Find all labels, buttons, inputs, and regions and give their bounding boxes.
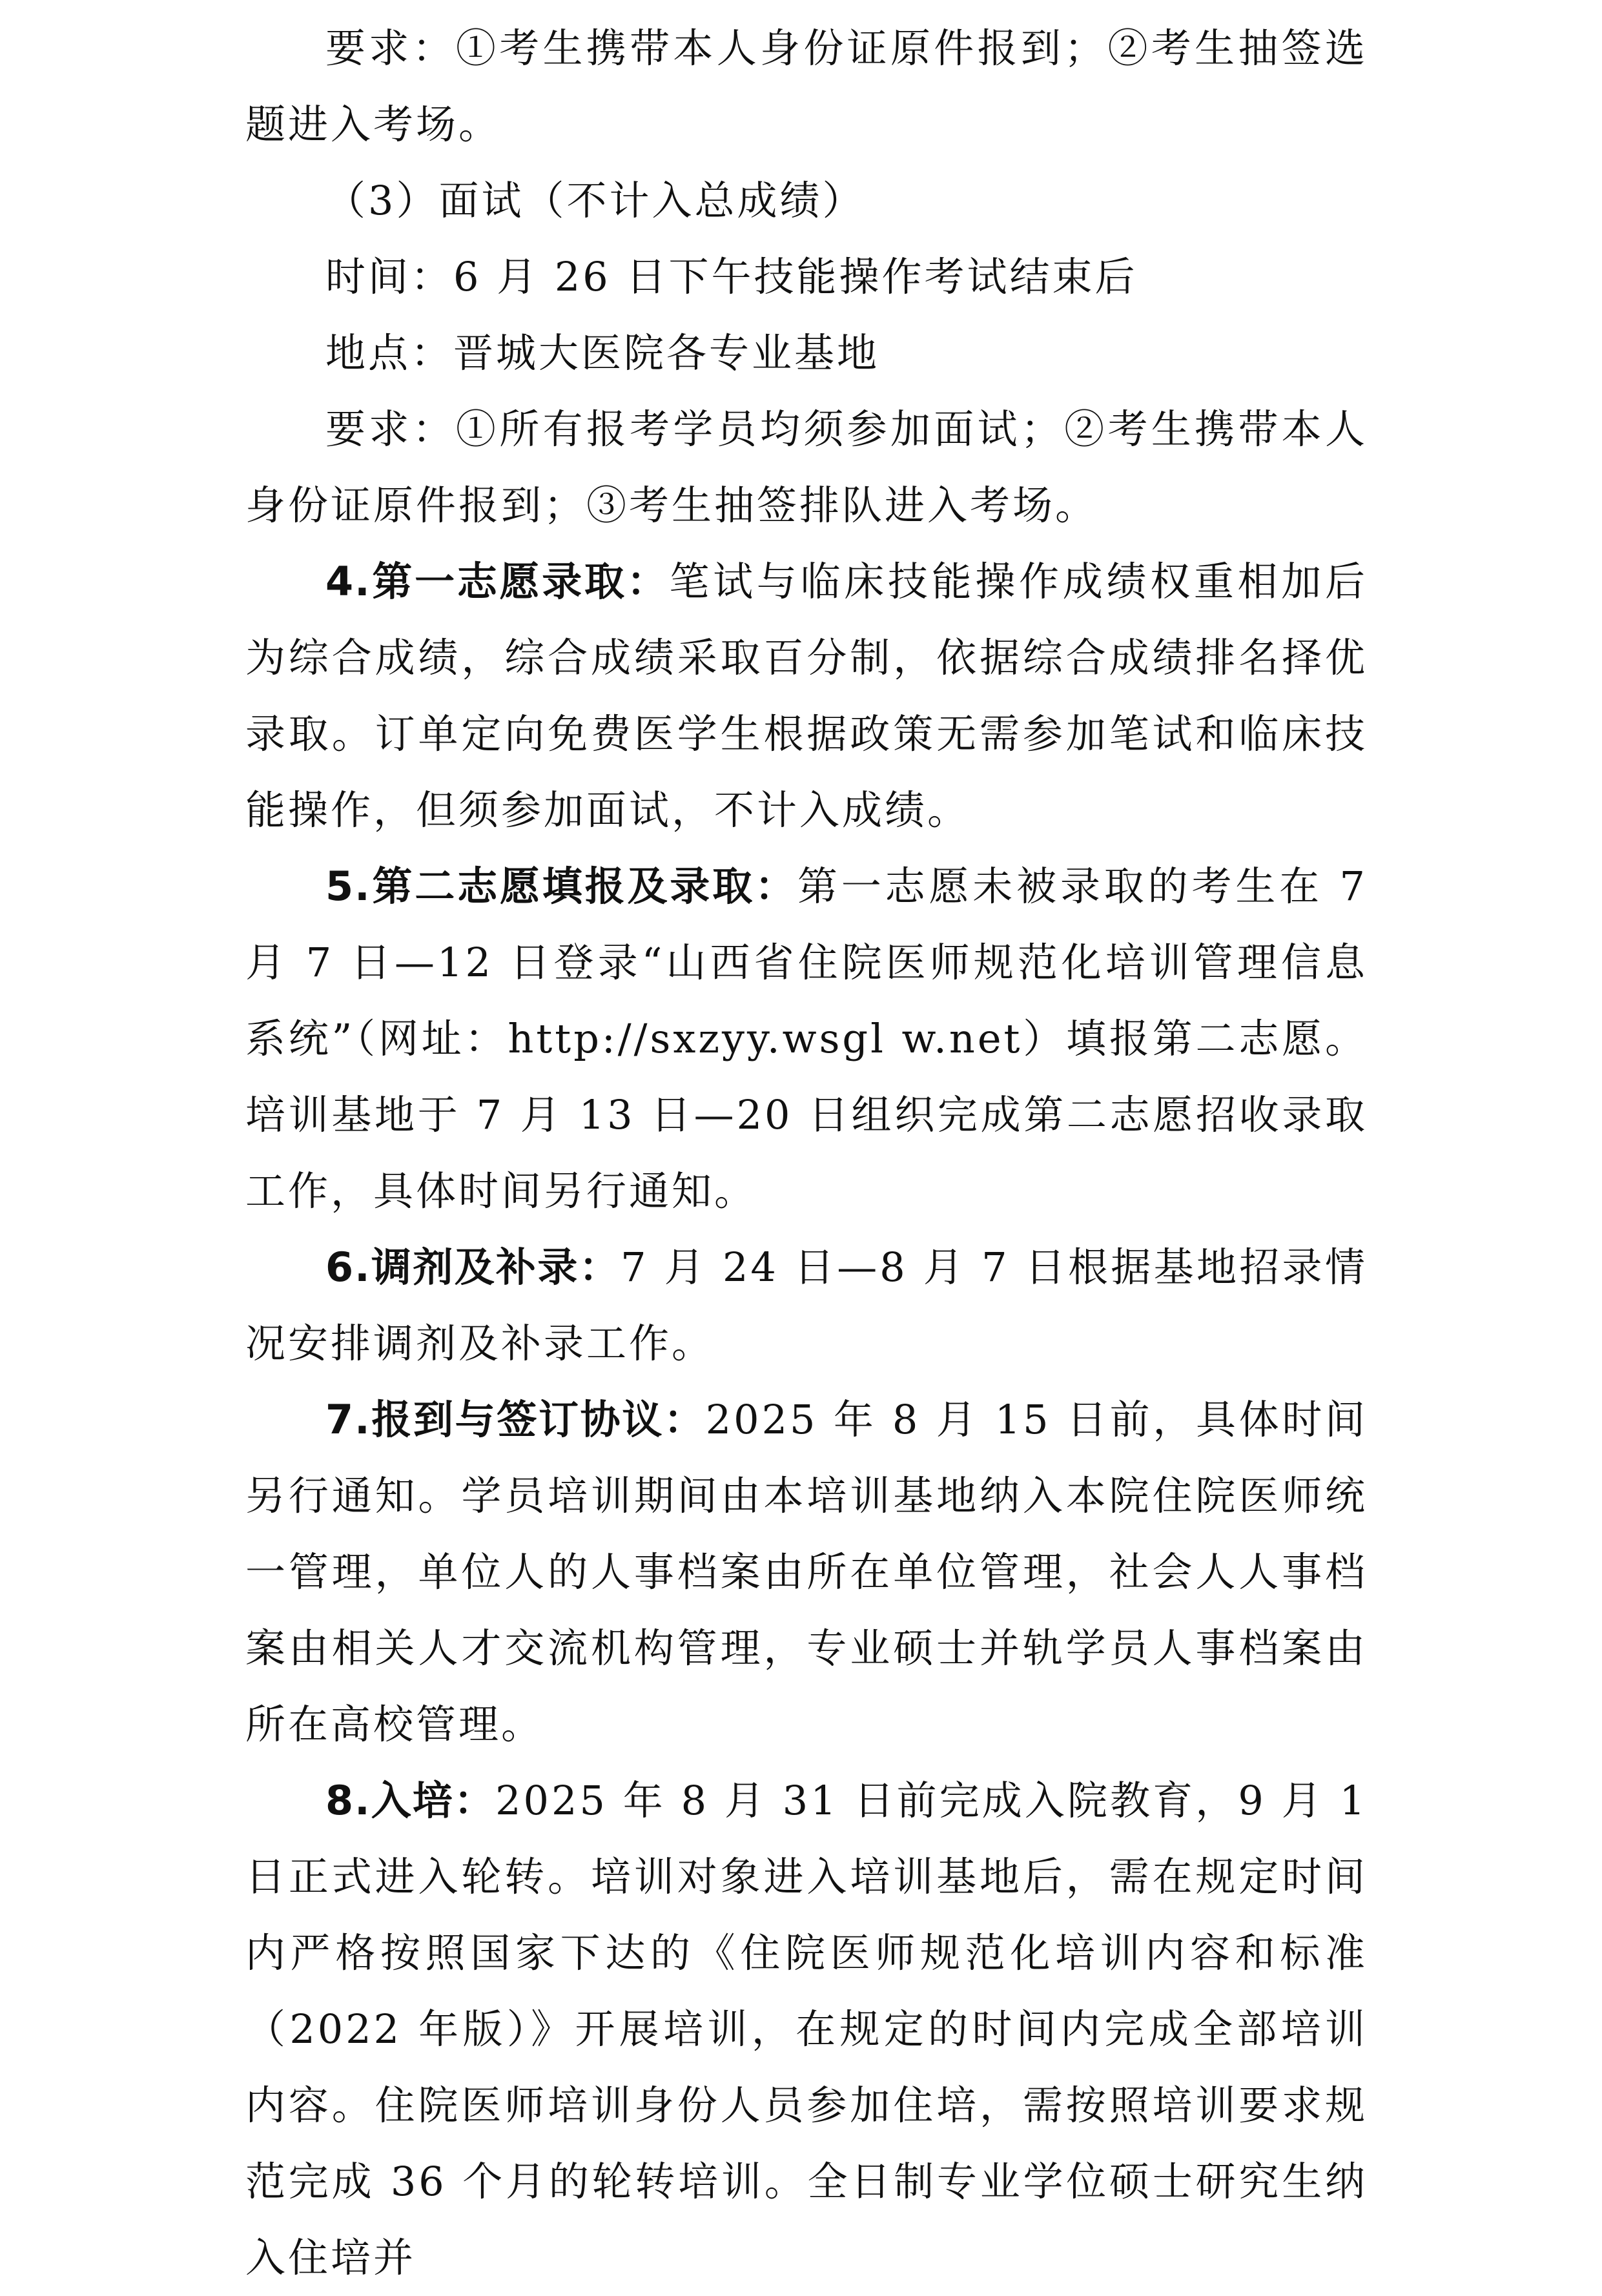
- section-heading: 6.调剂及补录：: [325, 1244, 621, 1291]
- paragraph-interview-heading: （3）面试（不计入总成绩）: [325, 177, 865, 224]
- paragraph-interview-time: 时间：6 月 26 日下午技能操作考试结束后: [325, 253, 1138, 300]
- section-heading: 5.第二志愿填报及录取：: [325, 863, 797, 910]
- section-heading: 8.入培：: [325, 1777, 496, 1824]
- paragraph-training-entry: 8.入培：2025 年 8 月 31 日前完成入院教育，9 月 1 日正式进入轮转。培训对象进入培训基地后，需在规定时间内严格按照国家下达的《住院医师规范化培训内容和标准（2022 年版）》开展培训，在规定的时间内完成全部培训内容。住院医师培训身份人员参加住培，需按照培训要求规范完成 36 个月的轮转培训。全日制专业学位硕士研究生纳入住培并: [245, 1777, 1368, 2281]
- paragraph-interview-location: 地点：晋城大医院各专业基地: [325, 329, 880, 376]
- paragraph-registration-agreement: 7.报到与签订协议：2025 年 8 月 15 日前，具体时间另行通知。学员培训期间由本培训基地纳入本院住院医师统一管理，单位人的人事档案由所在单位管理，社会人人事档案由相关人才交流机构管理，专业硕士并轨学员人事档案由所在高校管理。: [245, 1396, 1368, 1748]
- paragraph-adjustment-supplement: 6.调剂及补录：7 月 24 日—8 月 7 日根据基地招录情况安排调剂及补录工作。: [245, 1244, 1368, 1367]
- section-heading: 7.报到与签订协议：: [325, 1396, 706, 1443]
- document-page: [245, 10, 1368, 2296]
- paragraph-second-choice-admission: 5.第二志愿填报及录取：第一志愿未被录取的考生在 7 月 7 日—12 日登录“山西省住院医师规范化培训管理信息系统”（网址：http://sxzyy.wsgl w.net）填报第二志愿。培训基地于 7 月 13 日—20 日组织完成第二志愿招收录取工作，具体时间另行通知。: [245, 863, 1368, 1215]
- paragraph-interview-requirements: 要求：①所有报考学员均须参加面试；②考生携带本人身份证原件报到；③考生抽签排队进入考场。: [245, 405, 1368, 529]
- paragraph-first-choice-admission: 4.第一志愿录取：笔试与临床技能操作成绩权重相加后为综合成绩，综合成绩采取百分制，依据综合成绩排名择优录取。订单定向免费医学生根据政策无需参加笔试和临床技能操作，但须参加面试，不计入成绩。: [245, 558, 1368, 834]
- section-heading: 4.第一志愿录取：: [325, 558, 670, 605]
- paragraph-requirements-skill-exam: 要求：①考生携带本人身份证原件报到；②考生抽签选题进入考场。: [245, 25, 1368, 148]
